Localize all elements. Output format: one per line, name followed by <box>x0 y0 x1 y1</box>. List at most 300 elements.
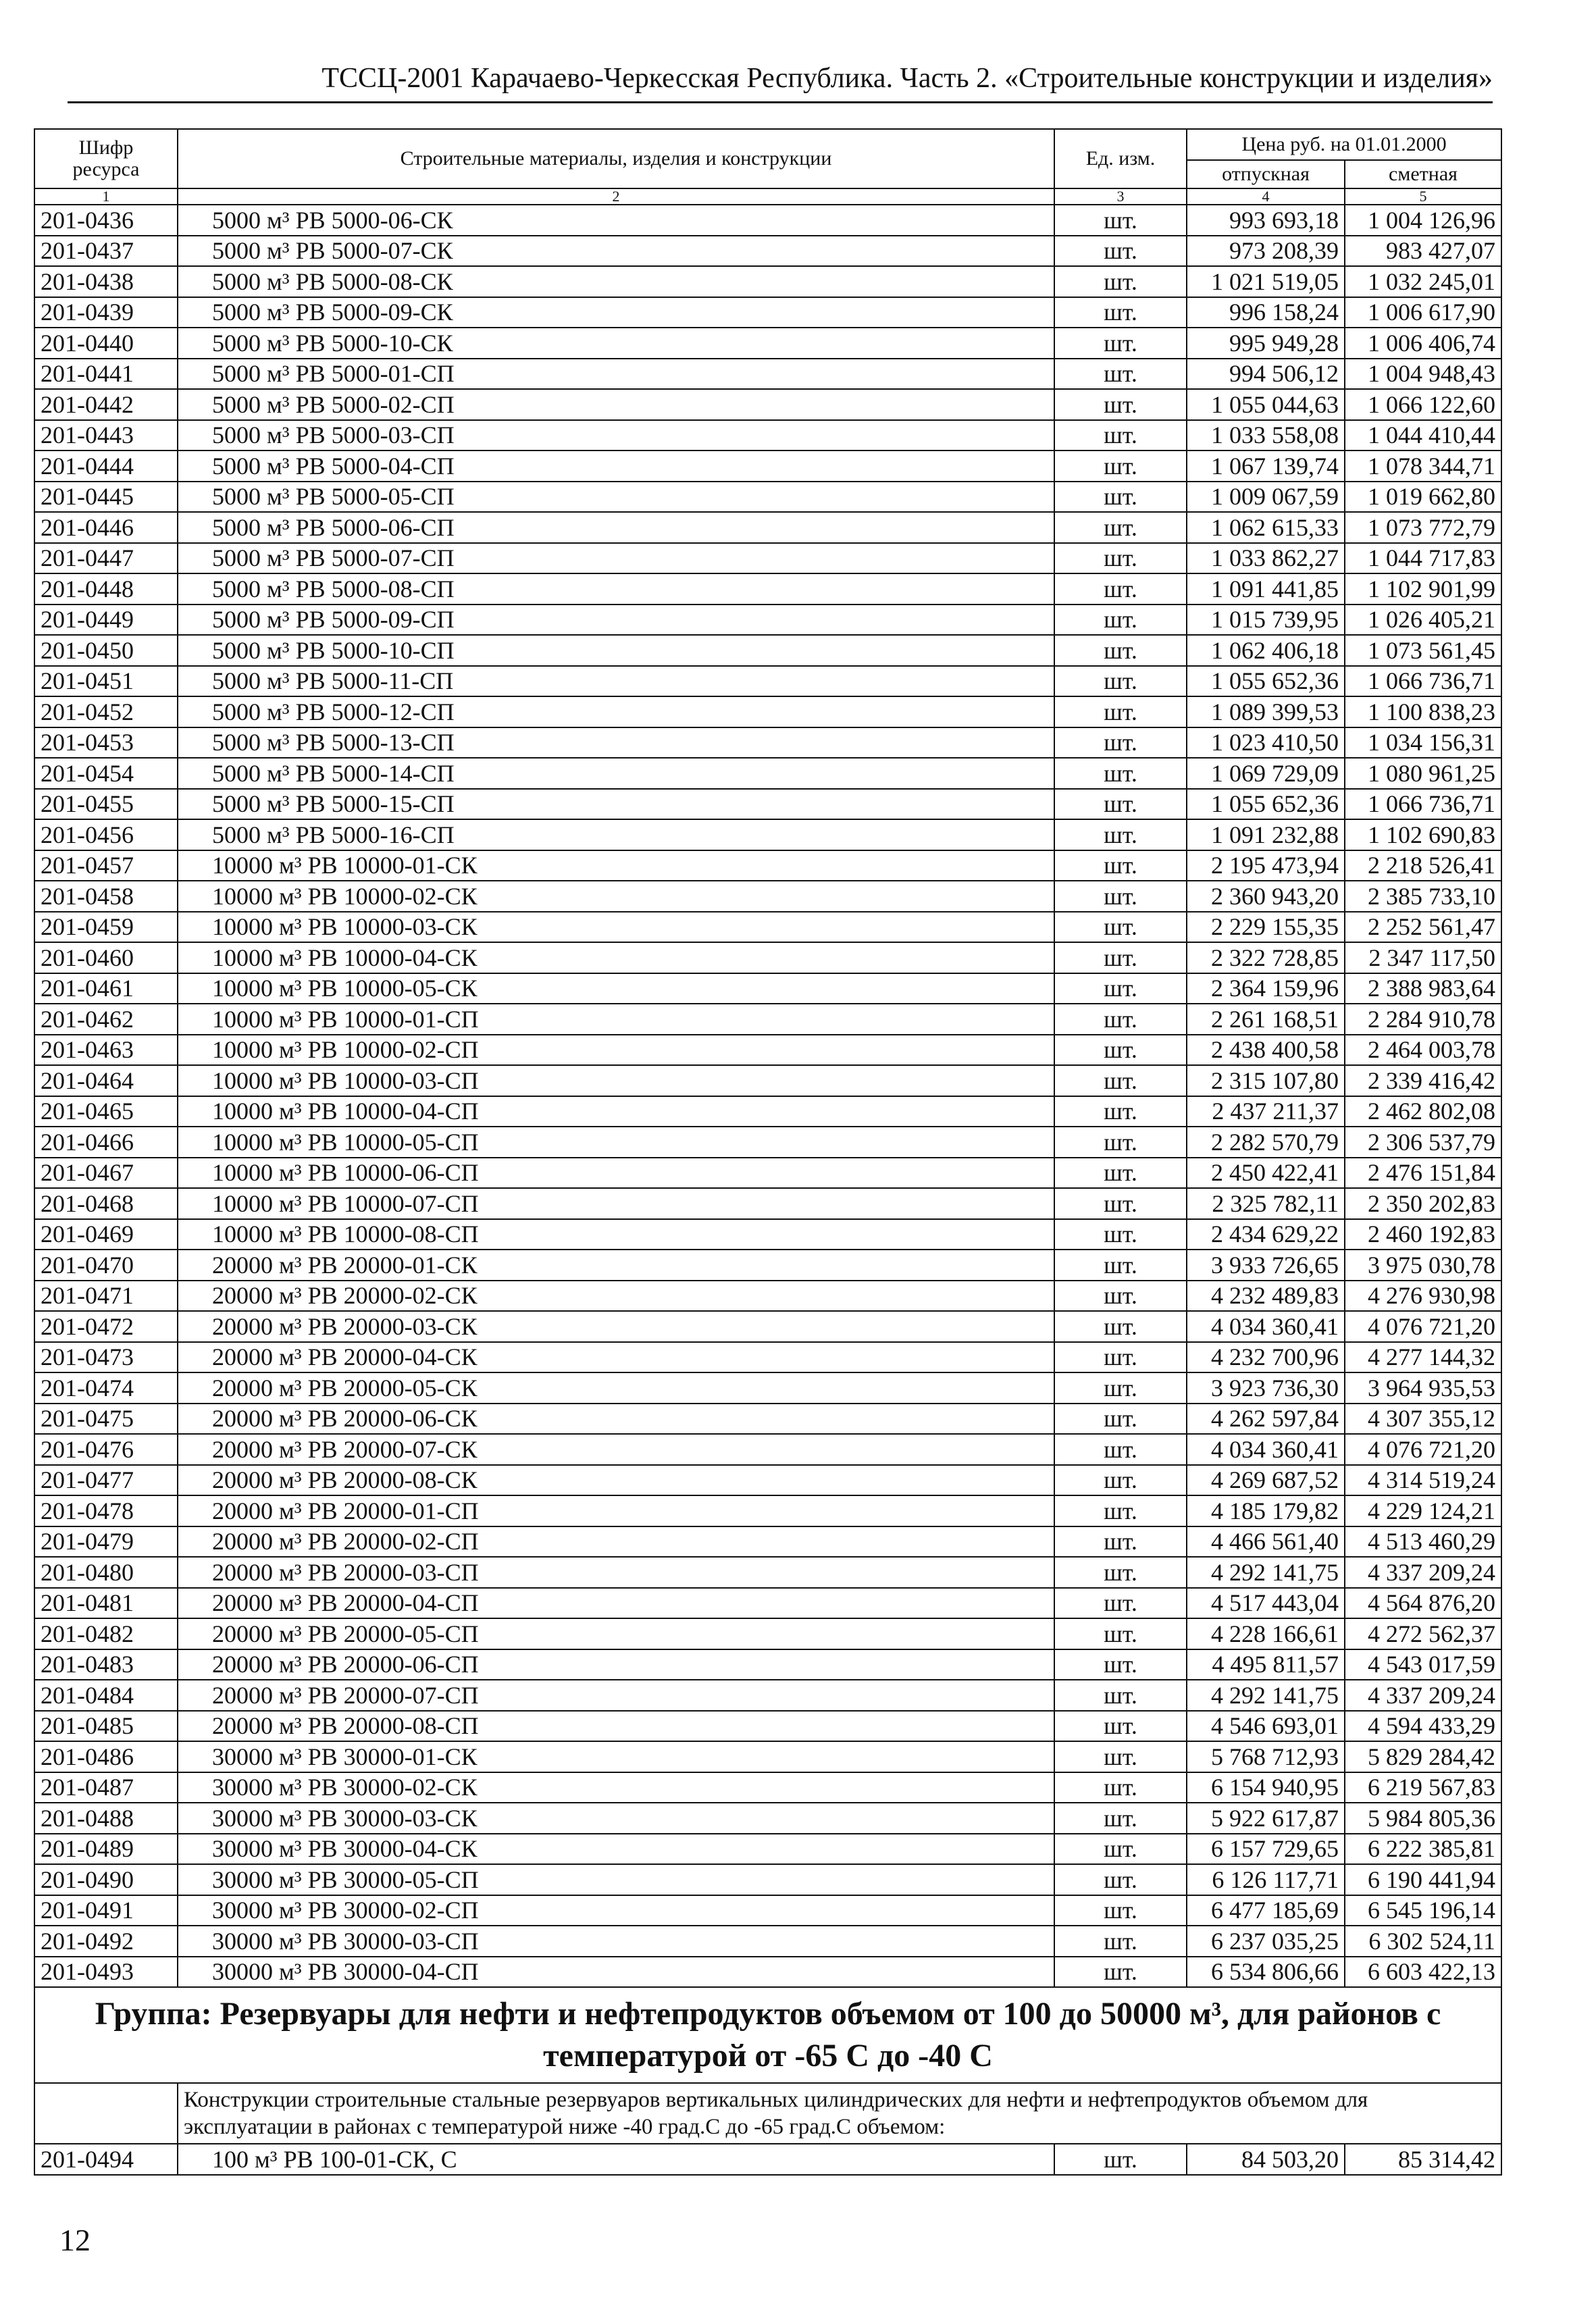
row-release-price: 1 089 399,53 <box>1187 696 1345 727</box>
row-unit: шт. <box>1054 1957 1187 1988</box>
row-code: 201-0445 <box>34 482 178 513</box>
row-name: 10000 м³ РВ 10000-07-СП <box>178 1188 1054 1219</box>
row-code: 201-0468 <box>34 1188 178 1219</box>
row-estimate-price: 5 984 805,36 <box>1345 1803 1501 1834</box>
row-release-price: 1 091 232,88 <box>1187 819 1345 850</box>
table-row <box>34 912 1501 943</box>
row-unit: шт. <box>1054 1526 1187 1558</box>
row-release-price: 1 021 519,05 <box>1187 266 1345 297</box>
table-row <box>34 236 1501 267</box>
row-code: 201-0486 <box>34 1741 178 1772</box>
row-release-price: 1 033 862,27 <box>1187 543 1345 574</box>
row-name: 20000 м³ РВ 20000-05-СК <box>178 1372 1054 1404</box>
row-name: 5000 м³ РВ 5000-14-СП <box>178 758 1054 789</box>
row-name: 10000 м³ РВ 10000-02-СК <box>178 881 1054 912</box>
row-release-price: 4 034 360,41 <box>1187 1434 1345 1465</box>
row-release-price: 2 450 422,41 <box>1187 1158 1345 1189</box>
row-name: 5000 м³ РВ 5000-05-СП <box>178 482 1054 513</box>
row-name: 10000 м³ РВ 10000-05-СК <box>178 973 1054 1004</box>
row-name: 20000 м³ РВ 20000-08-СП <box>178 1711 1054 1742</box>
row-estimate-price: 6 302 524,11 <box>1345 1926 1501 1957</box>
table-row <box>34 605 1501 636</box>
row-release-price: 3 933 726,65 <box>1187 1250 1345 1281</box>
table-row <box>34 635 1501 666</box>
row-estimate-price: 4 229 124,21 <box>1345 1495 1501 1526</box>
row-code: 201-0439 <box>34 297 178 328</box>
row-release-price: 4 546 693,01 <box>1187 1711 1345 1742</box>
table-row <box>34 1219 1501 1250</box>
row-estimate-price: 2 284 910,78 <box>1345 1004 1501 1035</box>
row-code: 201-0478 <box>34 1495 178 1526</box>
row-unit: шт. <box>1054 1465 1187 1496</box>
row-code: 201-0492 <box>34 1926 178 1957</box>
header-release-price: отпускная <box>1187 160 1345 188</box>
row-release-price: 1 055 652,36 <box>1187 789 1345 820</box>
row-estimate-price: 1 073 772,79 <box>1345 512 1501 543</box>
row-release-price: 1 033 558,08 <box>1187 420 1345 451</box>
row-release-price: 5 922 617,87 <box>1187 1803 1345 1834</box>
row-release-price: 2 437 211,37 <box>1187 1096 1345 1127</box>
row-unit: шт. <box>1054 1557 1187 1588</box>
row-unit: шт. <box>1054 1741 1187 1772</box>
row-unit: шт. <box>1054 328 1187 359</box>
row-code: 201-0475 <box>34 1404 178 1435</box>
row-estimate-price: 6 545 196,14 <box>1345 1895 1501 1926</box>
row-code: 201-0441 <box>34 359 178 390</box>
row-code: 201-0471 <box>34 1281 178 1312</box>
row-estimate-price: 3 975 030,78 <box>1345 1250 1501 1281</box>
table-row <box>34 1618 1501 1649</box>
row-name: 30000 м³ РВ 30000-05-СП <box>178 1864 1054 1895</box>
table-row <box>34 573 1501 605</box>
row-code: 201-0444 <box>34 451 178 482</box>
row-release-price: 2 229 155,35 <box>1187 912 1345 943</box>
row-release-price: 6 157 729,65 <box>1187 1834 1345 1865</box>
row-release-price: 3 923 736,30 <box>1187 1372 1345 1404</box>
table-row <box>34 482 1501 513</box>
row-release-price: 4 232 489,83 <box>1187 1281 1345 1312</box>
row-code: 201-0465 <box>34 1096 178 1127</box>
row-release-price: 6 126 117,71 <box>1187 1864 1345 1895</box>
row-code: 201-0490 <box>34 1864 178 1895</box>
row-unit: шт. <box>1054 1311 1187 1342</box>
row-estimate-price: 4 076 721,20 <box>1345 1434 1501 1465</box>
table-row <box>34 328 1501 359</box>
row-unit: шт. <box>1054 1004 1187 1035</box>
row-code: 201-0487 <box>34 1772 178 1803</box>
table-row <box>34 1588 1501 1619</box>
row-code: 201-0467 <box>34 1158 178 1189</box>
row-estimate-price: 1 004 126,96 <box>1345 205 1501 236</box>
price-table-container <box>34 128 1501 2176</box>
row-unit: шт. <box>1054 1588 1187 1619</box>
row-name: 20000 м³ РВ 20000-02-СП <box>178 1526 1054 1558</box>
row-unit: шт. <box>1054 1711 1187 1742</box>
row-release-price: 4 292 141,75 <box>1187 1557 1345 1588</box>
row-estimate-price: 1 080 961,25 <box>1345 758 1501 789</box>
row-estimate-price: 1 066 122,60 <box>1345 389 1501 420</box>
row-unit: шт. <box>1054 1096 1187 1127</box>
column-number-4: 4 <box>1187 188 1345 205</box>
header-name: Строительные материалы, изделия и конструкции <box>178 129 1054 188</box>
row-estimate-price: 983 427,07 <box>1345 236 1501 267</box>
row-unit: шт. <box>1054 1895 1187 1926</box>
row-unit: шт. <box>1054 1035 1187 1066</box>
table-row <box>34 758 1501 789</box>
row-estimate-price: 1 044 717,83 <box>1345 543 1501 574</box>
row-code: 201-0454 <box>34 758 178 789</box>
table-row <box>34 1803 1501 1834</box>
row-unit: шт. <box>1054 1250 1187 1281</box>
table-row <box>34 1895 1501 1926</box>
row-name: 20000 м³ РВ 20000-02-СК <box>178 1281 1054 1312</box>
last-row-name: 100 м³ РВ 100-01-СК, С <box>178 2144 1054 2175</box>
row-estimate-price: 2 306 537,79 <box>1345 1127 1501 1158</box>
row-release-price: 2 434 629,22 <box>1187 1219 1345 1250</box>
row-estimate-price: 1 078 344,71 <box>1345 451 1501 482</box>
row-unit: шт. <box>1054 1372 1187 1404</box>
table-row <box>34 789 1501 820</box>
row-estimate-price: 2 476 151,84 <box>1345 1158 1501 1189</box>
row-estimate-price: 1 073 561,45 <box>1345 635 1501 666</box>
row-code: 201-0480 <box>34 1557 178 1588</box>
row-code: 201-0470 <box>34 1250 178 1281</box>
row-unit: шт. <box>1054 1803 1187 1834</box>
row-unit: шт. <box>1054 973 1187 1004</box>
row-unit: шт. <box>1054 266 1187 297</box>
row-unit: шт. <box>1054 1618 1187 1649</box>
table-row <box>34 1864 1501 1895</box>
row-unit: шт. <box>1054 696 1187 727</box>
row-name: 20000 м³ РВ 20000-07-СК <box>178 1434 1054 1465</box>
row-name: 30000 м³ РВ 30000-04-СП <box>178 1957 1054 1988</box>
table-row <box>34 1404 1501 1435</box>
row-estimate-price: 1 044 410,44 <box>1345 420 1501 451</box>
row-code: 201-0458 <box>34 881 178 912</box>
row-release-price: 1 067 139,74 <box>1187 451 1345 482</box>
row-release-price: 4 466 561,40 <box>1187 1526 1345 1558</box>
row-estimate-price: 2 464 003,78 <box>1345 1035 1501 1066</box>
row-unit: шт. <box>1054 1434 1187 1465</box>
row-unit: шт. <box>1054 1495 1187 1526</box>
row-code: 201-0476 <box>34 1434 178 1465</box>
row-code: 201-0483 <box>34 1649 178 1680</box>
header-divider <box>68 101 1493 103</box>
row-name: 20000 м³ РВ 20000-06-СП <box>178 1649 1054 1680</box>
row-code: 201-0449 <box>34 605 178 636</box>
row-estimate-price: 4 276 930,98 <box>1345 1281 1501 1312</box>
table-row <box>34 1158 1501 1189</box>
row-code: 201-0440 <box>34 328 178 359</box>
row-release-price: 6 534 806,66 <box>1187 1957 1345 1988</box>
row-code: 201-0453 <box>34 727 178 759</box>
row-estimate-price: 2 460 192,83 <box>1345 1219 1501 1250</box>
column-number-5: 5 <box>1345 188 1501 205</box>
row-code: 201-0485 <box>34 1711 178 1742</box>
row-code: 201-0459 <box>34 912 178 943</box>
row-code: 201-0488 <box>34 1803 178 1834</box>
table-row <box>34 1526 1501 1558</box>
table-row <box>34 1834 1501 1865</box>
table-row <box>34 850 1501 881</box>
table-row <box>34 389 1501 420</box>
row-code: 201-0466 <box>34 1127 178 1158</box>
row-release-price: 1 055 652,36 <box>1187 666 1345 697</box>
row-code: 201-0473 <box>34 1342 178 1373</box>
table-row <box>34 512 1501 543</box>
table-row <box>34 205 1501 236</box>
row-release-price: 1 062 406,18 <box>1187 635 1345 666</box>
row-code: 201-0438 <box>34 266 178 297</box>
row-name: 20000 м³ РВ 20000-04-СП <box>178 1588 1054 1619</box>
row-release-price: 4 232 700,96 <box>1187 1342 1345 1373</box>
table-row <box>34 1465 1501 1496</box>
row-code: 201-0451 <box>34 666 178 697</box>
row-name: 30000 м³ РВ 30000-04-СК <box>178 1834 1054 1865</box>
row-name: 5000 м³ РВ 5000-08-СП <box>178 573 1054 605</box>
table-row <box>34 942 1501 973</box>
row-name: 5000 м³ РВ 5000-01-СП <box>178 359 1054 390</box>
row-unit: шт. <box>1054 236 1187 267</box>
row-name: 10000 м³ РВ 10000-02-СП <box>178 1035 1054 1066</box>
row-unit: шт. <box>1054 635 1187 666</box>
table-row <box>34 420 1501 451</box>
row-unit: шт. <box>1054 482 1187 513</box>
row-code: 201-0491 <box>34 1895 178 1926</box>
row-unit: шт. <box>1054 205 1187 236</box>
row-release-price: 4 269 687,52 <box>1187 1465 1345 1496</box>
table-row <box>34 1957 1501 1988</box>
row-name: 5000 м³ РВ 5000-12-СП <box>178 696 1054 727</box>
row-estimate-price: 1 034 156,31 <box>1345 727 1501 759</box>
row-code: 201-0437 <box>34 236 178 267</box>
last-row-release: 84 503,20 <box>1187 2144 1345 2175</box>
row-name: 30000 м³ РВ 30000-03-СК <box>178 1803 1054 1834</box>
row-release-price: 1 023 410,50 <box>1187 727 1345 759</box>
row-estimate-price: 2 462 802,08 <box>1345 1096 1501 1127</box>
row-name: 5000 м³ РВ 5000-04-СП <box>178 451 1054 482</box>
row-name: 20000 м³ РВ 20000-03-СП <box>178 1557 1054 1588</box>
row-release-price: 6 237 035,25 <box>1187 1926 1345 1957</box>
group-section <box>34 1987 1501 2175</box>
column-number-1: 1 <box>34 188 178 205</box>
row-unit: шт. <box>1054 297 1187 328</box>
row-unit: шт. <box>1054 420 1187 451</box>
table-row <box>34 819 1501 850</box>
row-estimate-price: 1 100 838,23 <box>1345 696 1501 727</box>
row-estimate-price: 2 350 202,83 <box>1345 1188 1501 1219</box>
row-estimate-price: 1 066 736,71 <box>1345 789 1501 820</box>
table-row <box>34 1281 1501 1312</box>
row-release-price: 995 949,28 <box>1187 328 1345 359</box>
row-unit: шт. <box>1054 1158 1187 1189</box>
row-name: 10000 м³ РВ 10000-04-СП <box>178 1096 1054 1127</box>
table-row <box>34 1311 1501 1342</box>
row-release-price: 6 154 940,95 <box>1187 1772 1345 1803</box>
row-code: 201-0469 <box>34 1219 178 1250</box>
row-name: 20000 м³ РВ 20000-05-СП <box>178 1618 1054 1649</box>
row-unit: шт. <box>1054 1649 1187 1680</box>
row-unit: шт. <box>1054 727 1187 759</box>
row-unit: шт. <box>1054 573 1187 605</box>
row-code: 201-0462 <box>34 1004 178 1035</box>
row-name: 10000 м³ РВ 10000-03-СК <box>178 912 1054 943</box>
row-release-price: 4 262 597,84 <box>1187 1404 1345 1435</box>
row-name: 5000 м³ РВ 5000-15-СП <box>178 789 1054 820</box>
table-row <box>34 1096 1501 1127</box>
row-name: 5000 м³ РВ 5000-07-СП <box>178 543 1054 574</box>
row-release-price: 2 364 159,96 <box>1187 973 1345 1004</box>
table-row <box>34 1495 1501 1526</box>
row-code: 201-0447 <box>34 543 178 574</box>
row-estimate-price: 2 385 733,10 <box>1345 881 1501 912</box>
row-name: 10000 м³ РВ 10000-05-СП <box>178 1127 1054 1158</box>
row-name: 20000 м³ РВ 20000-01-СП <box>178 1495 1054 1526</box>
table-row <box>34 266 1501 297</box>
row-code: 201-0464 <box>34 1065 178 1096</box>
header-price: Цена руб. на 01.01.2000 <box>1187 129 1501 160</box>
row-estimate-price: 1 066 736,71 <box>1345 666 1501 697</box>
row-unit: шт. <box>1054 1219 1187 1250</box>
row-name: 20000 м³ РВ 20000-08-СК <box>178 1465 1054 1496</box>
row-unit: шт. <box>1054 512 1187 543</box>
row-unit: шт. <box>1054 1188 1187 1219</box>
row-estimate-price: 6 219 567,83 <box>1345 1772 1501 1803</box>
row-unit: шт. <box>1054 666 1187 697</box>
price-table <box>34 128 1502 2176</box>
row-unit: шт. <box>1054 1864 1187 1895</box>
row-release-price: 993 693,18 <box>1187 205 1345 236</box>
table-row <box>34 1188 1501 1219</box>
row-estimate-price: 1 006 617,90 <box>1345 297 1501 328</box>
row-release-price: 2 438 400,58 <box>1187 1035 1345 1066</box>
table-row <box>34 1004 1501 1035</box>
row-estimate-price: 1 102 901,99 <box>1345 573 1501 605</box>
table-row <box>34 1741 1501 1772</box>
table-row <box>34 1372 1501 1404</box>
row-release-price: 2 195 473,94 <box>1187 850 1345 881</box>
row-name: 5000 м³ РВ 5000-10-СП <box>178 635 1054 666</box>
row-unit: шт. <box>1054 819 1187 850</box>
table-row <box>34 727 1501 759</box>
row-code: 201-0489 <box>34 1834 178 1865</box>
row-release-price: 973 208,39 <box>1187 236 1345 267</box>
table-row <box>34 1772 1501 1803</box>
row-unit: шт. <box>1054 1404 1187 1435</box>
row-unit: шт. <box>1054 789 1187 820</box>
row-name: 10000 м³ РВ 10000-01-СП <box>178 1004 1054 1035</box>
row-name: 20000 м³ РВ 20000-01-СК <box>178 1250 1054 1281</box>
row-name: 30000 м³ РВ 30000-01-СК <box>178 1741 1054 1772</box>
table-row <box>34 1557 1501 1588</box>
table-row <box>34 451 1501 482</box>
row-name: 5000 м³ РВ 5000-02-СП <box>178 389 1054 420</box>
row-name: 5000 м³ РВ 5000-16-СП <box>178 819 1054 850</box>
row-code: 201-0442 <box>34 389 178 420</box>
row-name: 10000 м³ РВ 10000-04-СК <box>178 942 1054 973</box>
row-name: 10000 м³ РВ 10000-08-СП <box>178 1219 1054 1250</box>
row-release-price: 996 158,24 <box>1187 297 1345 328</box>
column-number-3: 3 <box>1054 188 1187 205</box>
row-code: 201-0448 <box>34 573 178 605</box>
row-estimate-price: 4 314 519,24 <box>1345 1465 1501 1496</box>
row-estimate-price: 6 190 441,94 <box>1345 1864 1501 1895</box>
row-name: 10000 м³ РВ 10000-03-СП <box>178 1065 1054 1096</box>
row-name: 10000 м³ РВ 10000-01-СК <box>178 850 1054 881</box>
row-code: 201-0446 <box>34 512 178 543</box>
table-row <box>34 1680 1501 1711</box>
row-estimate-price: 3 964 935,53 <box>1345 1372 1501 1404</box>
row-name: 5000 м³ РВ 5000-09-СК <box>178 297 1054 328</box>
table-row <box>34 359 1501 390</box>
row-estimate-price: 2 339 416,42 <box>1345 1065 1501 1096</box>
header-unit: Ед. изм. <box>1054 129 1187 188</box>
last-row-estimate: 85 314,42 <box>1345 2144 1501 2175</box>
table-body <box>34 205 1501 1987</box>
row-estimate-price: 4 277 144,32 <box>1345 1342 1501 1373</box>
row-unit: шт. <box>1054 1065 1187 1096</box>
row-code: 201-0461 <box>34 973 178 1004</box>
row-estimate-price: 1 004 948,43 <box>1345 359 1501 390</box>
row-unit: шт. <box>1054 912 1187 943</box>
row-code: 201-0450 <box>34 635 178 666</box>
row-code: 201-0457 <box>34 850 178 881</box>
table-row <box>34 1127 1501 1158</box>
row-estimate-price: 6 603 422,13 <box>1345 1957 1501 1988</box>
row-unit: шт. <box>1054 1281 1187 1312</box>
row-code: 201-0481 <box>34 1588 178 1619</box>
row-code: 201-0460 <box>34 942 178 973</box>
row-unit: шт. <box>1054 359 1187 390</box>
row-release-price: 1 055 044,63 <box>1187 389 1345 420</box>
row-code: 201-0493 <box>34 1957 178 1988</box>
page-number: 12 <box>59 2223 91 2257</box>
row-name: 5000 м³ РВ 5000-13-СП <box>178 727 1054 759</box>
table-row <box>34 1711 1501 1742</box>
row-unit: шт. <box>1054 1772 1187 1803</box>
row-estimate-price: 4 307 355,12 <box>1345 1404 1501 1435</box>
row-estimate-price: 2 218 526,41 <box>1345 850 1501 881</box>
table-row <box>34 1342 1501 1373</box>
row-unit: шт. <box>1054 881 1187 912</box>
row-unit: шт. <box>1054 1680 1187 1711</box>
row-name: 20000 м³ РВ 20000-03-СК <box>178 1311 1054 1342</box>
row-name: 20000 м³ РВ 20000-04-СК <box>178 1342 1054 1373</box>
row-estimate-price: 1 006 406,74 <box>1345 328 1501 359</box>
row-release-price: 4 185 179,82 <box>1187 1495 1345 1526</box>
row-release-price: 5 768 712,93 <box>1187 1741 1345 1772</box>
row-estimate-price: 4 513 460,29 <box>1345 1526 1501 1558</box>
row-code: 201-0477 <box>34 1465 178 1496</box>
row-name: 20000 м³ РВ 20000-07-СП <box>178 1680 1054 1711</box>
row-unit: шт. <box>1054 1342 1187 1373</box>
row-name: 5000 м³ РВ 5000-10-СК <box>178 328 1054 359</box>
row-name: 10000 м³ РВ 10000-06-СП <box>178 1158 1054 1189</box>
row-name: 5000 м³ РВ 5000-11-СП <box>178 666 1054 697</box>
row-code: 201-0463 <box>34 1035 178 1066</box>
row-estimate-price: 4 076 721,20 <box>1345 1311 1501 1342</box>
row-estimate-price: 1 019 662,80 <box>1345 482 1501 513</box>
last-row-code: 201-0494 <box>34 2144 178 2175</box>
row-estimate-price: 4 543 017,59 <box>1345 1649 1501 1680</box>
row-code: 201-0472 <box>34 1311 178 1342</box>
row-estimate-price: 4 272 562,37 <box>1345 1618 1501 1649</box>
table-row <box>34 1035 1501 1066</box>
row-estimate-price: 1 026 405,21 <box>1345 605 1501 636</box>
table-row <box>34 1434 1501 1465</box>
row-estimate-price: 4 564 876,20 <box>1345 1588 1501 1619</box>
table-row <box>34 696 1501 727</box>
